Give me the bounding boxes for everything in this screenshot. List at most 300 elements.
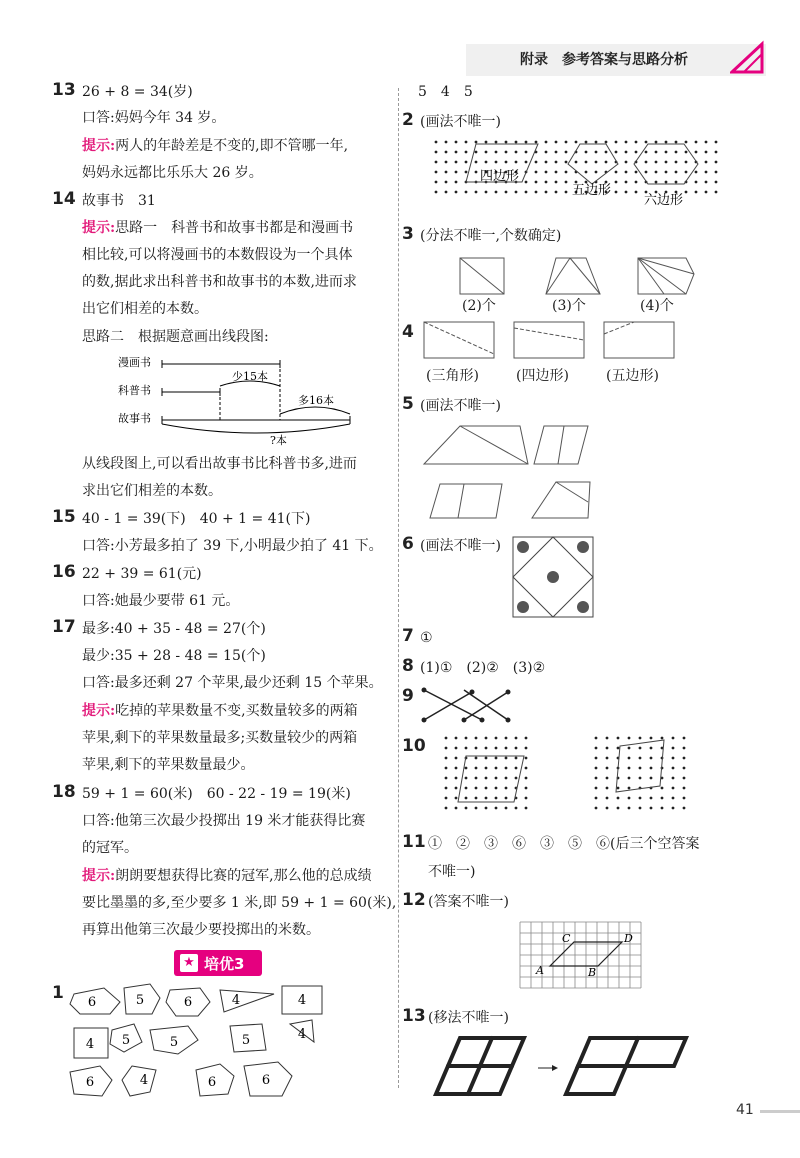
q2-note: (画法不唯一): [420, 114, 501, 130]
dot-grid-polygons: [430, 138, 720, 214]
grid-dot: [639, 807, 642, 810]
grid-dot: [639, 747, 642, 750]
grid-dot: [606, 747, 609, 750]
grid-dot: [625, 151, 628, 154]
grid-dot: [665, 161, 668, 164]
grid-dot: [655, 181, 658, 184]
q5-note: (画法不唯一): [420, 398, 501, 414]
q16-number: 16: [52, 562, 76, 582]
grid-dot: [515, 807, 518, 810]
grid-dot: [525, 737, 528, 740]
grid-dot: [475, 777, 478, 780]
grid-dot: [683, 797, 686, 800]
grid-dot: [585, 151, 588, 154]
grid-dot: [595, 797, 598, 800]
grid-dot: [715, 181, 718, 184]
grid-dot: [485, 141, 488, 144]
grid-dot: [525, 797, 528, 800]
grid-dot: [617, 807, 620, 810]
grid-dot: [475, 747, 478, 750]
grid-dot: [485, 757, 488, 760]
hint-text: 吃掉的苹果数量不变,买数量较多的两箱: [115, 703, 358, 719]
grid-dot: [475, 797, 478, 800]
grid-dot: [525, 181, 528, 184]
grid-dot: [617, 787, 620, 790]
grid-dot: [606, 797, 609, 800]
hint-text: 朗朗要想获得比赛的冠军,那么他的总成绩: [115, 868, 372, 884]
line-segment-diagram: [110, 350, 370, 450]
grid-dot: [672, 767, 675, 770]
grid-dot: [535, 181, 538, 184]
q13-right-number: 13: [402, 1006, 426, 1026]
grid-dot: [505, 787, 508, 790]
grid-dot: [475, 151, 478, 154]
grid-dot: [445, 181, 448, 184]
grid-dot: [555, 151, 558, 154]
grid-dot: [465, 191, 468, 194]
diagram-label-comic: 漫画书: [118, 356, 151, 369]
grid-dot: [615, 151, 618, 154]
skull-icon: [577, 541, 589, 553]
grid-dot: [455, 737, 458, 740]
grid-dot: [485, 767, 488, 770]
grid-dot: [565, 161, 568, 164]
grid-dot: [617, 747, 620, 750]
q18-answer-line2: 的冠军。: [82, 840, 138, 856]
grid-dot: [435, 191, 438, 194]
grid-dot: [515, 151, 518, 154]
grid-dot: [625, 161, 628, 164]
grid-dot: [445, 757, 448, 760]
q3-count-3: (4)个: [640, 298, 674, 314]
grid-dot: [555, 191, 558, 194]
right-top-numbers: 5 4 5: [418, 84, 473, 100]
grid-dot: [495, 807, 498, 810]
grid-dot: [485, 737, 488, 740]
grid-dot: [672, 757, 675, 760]
q15-answer: 口答:小芳最多拍了 39 下,小明最少拍了 41 下。: [82, 538, 383, 554]
grid-dot: [505, 191, 508, 194]
grid-dot: [435, 161, 438, 164]
grid-dot: [475, 161, 478, 164]
grid-dot: [650, 767, 653, 770]
grid-dot: [525, 161, 528, 164]
hint-text: 思路一 科普书和故事书都是和漫画书: [115, 220, 354, 236]
grid-dot: [695, 141, 698, 144]
diagram-label-story: 故事书: [118, 412, 151, 425]
grid-dot: [606, 787, 609, 790]
grid-dot: [445, 151, 448, 154]
quadrilateral-label: 四边形: [480, 169, 520, 184]
grid-dot: [595, 757, 598, 760]
shape-label: 6: [87, 995, 97, 1010]
grid-dot: [505, 747, 508, 750]
grid-dot: [585, 141, 588, 144]
grid-dot: [505, 737, 508, 740]
grid-dot: [465, 767, 468, 770]
grid-dot: [455, 787, 458, 790]
quadrilateral-divisions: [420, 420, 620, 524]
q13-number: 13: [52, 80, 76, 100]
grid-dot: [605, 141, 608, 144]
grid-dot: [565, 171, 568, 174]
grid-dot: [545, 161, 548, 164]
grid-dot: [495, 767, 498, 770]
grid-dot: [675, 171, 678, 174]
grid-dot: [635, 191, 638, 194]
q14-idea2: 思路二 根据题意画出线段图:: [82, 329, 269, 345]
grid-dot: [455, 151, 458, 154]
grid-dot: [495, 787, 498, 790]
diagram-more-label: 多16本: [298, 394, 334, 407]
dot-grid-quadrilaterals: [440, 734, 700, 818]
grid-dot: [455, 191, 458, 194]
grid-dot: [515, 141, 518, 144]
grid-dot: [672, 797, 675, 800]
grid-dot: [485, 787, 488, 790]
grid-dot: [715, 141, 718, 144]
grid-dot: [515, 747, 518, 750]
grid-dot: [445, 737, 448, 740]
q11-answers: ① ② ③ ⑥ ③ ⑤ ⑥(后三个空答案: [428, 836, 700, 852]
shape-label: 6: [261, 1073, 271, 1088]
grid-dot: [535, 141, 538, 144]
grid-dot: [650, 807, 653, 810]
grid-dot: [435, 181, 438, 184]
grid-dot: [515, 161, 518, 164]
grid-dot: [628, 767, 631, 770]
grid-dot: [485, 161, 488, 164]
grid-dot: [705, 161, 708, 164]
q4-label-3: (五边形): [606, 368, 659, 384]
grid-dot: [635, 171, 638, 174]
grid-dot: [595, 171, 598, 174]
grid-dot: [655, 141, 658, 144]
grid-dot: [575, 161, 578, 164]
grid-dot: [495, 797, 498, 800]
grid-dot: [683, 777, 686, 780]
grid-dot: [617, 737, 620, 740]
q3-count-1: (2)个: [462, 298, 496, 314]
q4-label-2: (四边形): [516, 368, 569, 384]
grid-parallelogram: [514, 920, 646, 992]
q12-note: (答案不唯一): [428, 894, 509, 910]
q8-answer: (1)① (2)② (3)②: [420, 660, 546, 676]
column-divider: [398, 88, 399, 1088]
hint-text: 两人的年龄差是不变的,即不管哪一年,: [115, 138, 349, 154]
grid-dot: [435, 141, 438, 144]
grid-dot: [485, 797, 488, 800]
grid-dot: [495, 191, 498, 194]
hexagon-label: 六边形: [644, 193, 684, 208]
grid-dot: [555, 181, 558, 184]
grid-dot: [635, 151, 638, 154]
q17-min: 最少:35 + 28 - 48 = 15(个): [82, 648, 266, 664]
grid-dot: [445, 191, 448, 194]
q3-number: 3: [402, 224, 414, 244]
grid-dot: [505, 151, 508, 154]
grid-dot: [625, 171, 628, 174]
grid-dot: [628, 797, 631, 800]
grid-dot: [525, 747, 528, 750]
grid-dot: [639, 757, 642, 760]
q13-hint: [82, 136, 348, 156]
q12-number: 12: [402, 890, 426, 910]
grid-dot: [615, 181, 618, 184]
grid-dot: [465, 797, 468, 800]
grid-dot: [565, 181, 568, 184]
grid-dot: [615, 171, 618, 174]
grid-dot: [475, 787, 478, 790]
grid-dot: [650, 797, 653, 800]
grid-dot: [625, 141, 628, 144]
grid-dot: [465, 737, 468, 740]
grid-dot: [545, 141, 548, 144]
grid-dot: [635, 181, 638, 184]
grid-dot: [645, 141, 648, 144]
grid-dot: [565, 191, 568, 194]
grid-dot: [683, 787, 686, 790]
grid-dot: [455, 777, 458, 780]
page-number-line: [760, 1110, 800, 1113]
grid-dot: [445, 171, 448, 174]
grid-dot: [545, 181, 548, 184]
grid-dot: [475, 737, 478, 740]
grid-dot: [650, 777, 653, 780]
grid-dot: [505, 161, 508, 164]
grid-dot: [672, 777, 675, 780]
grid-dot: [672, 747, 675, 750]
grid-dot: [505, 797, 508, 800]
grid-dot: [705, 151, 708, 154]
grid-dot: [515, 191, 518, 194]
q11-number: 11: [402, 832, 426, 852]
shape-label: 4: [139, 1073, 149, 1088]
ruler-logo-icon: [730, 40, 766, 76]
diagram-less-label: 少15本: [232, 370, 268, 383]
grid-dot: [465, 161, 468, 164]
grid-dot: [645, 171, 648, 174]
grid-dot: [455, 747, 458, 750]
q14-number: 14: [52, 189, 76, 209]
grid-dot: [535, 191, 538, 194]
point-a: A: [536, 964, 544, 977]
shape-label: 4: [231, 993, 241, 1008]
diagram-total-label: ?本: [270, 434, 287, 447]
grid-dot: [628, 757, 631, 760]
grid-dot: [645, 161, 648, 164]
grid-dot: [685, 141, 688, 144]
grid-dot: [435, 151, 438, 154]
q18-hint: [82, 866, 372, 886]
grid-dot: [705, 181, 708, 184]
q4-number: 4: [402, 322, 414, 342]
skull-icon: [517, 601, 529, 613]
grid-dot: [672, 737, 675, 740]
grid-dot: [585, 161, 588, 164]
grid-dot: [475, 807, 478, 810]
grid-dot: [445, 767, 448, 770]
q15-number: 15: [52, 507, 76, 527]
q2-number: 2: [402, 110, 414, 130]
grid-dot: [495, 161, 498, 164]
q16-equation: 22 + 39 = 61(元): [82, 566, 202, 582]
grid-dot: [465, 141, 468, 144]
grid-dot: [525, 191, 528, 194]
grid-dot: [545, 171, 548, 174]
skull-icon: [547, 571, 559, 583]
q3-note: (分法不唯一,个数确定): [420, 228, 562, 244]
grid-dot: [672, 787, 675, 790]
q5-number: 5: [402, 394, 414, 414]
grid-dot: [585, 171, 588, 174]
grid-dot: [625, 181, 628, 184]
grid-dot: [525, 787, 528, 790]
grid-dot: [675, 181, 678, 184]
grid-dot: [455, 767, 458, 770]
point-d: D: [624, 932, 633, 945]
q14-after-line1: 从线段图上,可以看出故事书比科普书多,进而: [82, 456, 357, 472]
grid-dot: [445, 161, 448, 164]
grid-dot: [639, 737, 642, 740]
grid-dot: [675, 151, 678, 154]
grid-dot: [695, 151, 698, 154]
grid-dot: [665, 171, 668, 174]
grid-dot: [465, 747, 468, 750]
grid-dot: [485, 191, 488, 194]
grid-dot: [617, 797, 620, 800]
grid-dot: [715, 171, 718, 174]
grid-dot: [505, 767, 508, 770]
grid-dot: [595, 767, 598, 770]
grid-dot: [595, 737, 598, 740]
crossing-lines: [420, 684, 520, 728]
grid-dot: [683, 767, 686, 770]
grid-dot: [525, 807, 528, 810]
q17-hint-line2: 苹果,剩下的苹果数量最多;买数量较少的两箱: [82, 730, 358, 746]
grid-dot: [445, 141, 448, 144]
grid-dot: [465, 151, 468, 154]
hint-label: 提示:: [82, 220, 116, 236]
grid-dot: [445, 797, 448, 800]
q16-answer: 口答:她最少要带 61 元。: [82, 593, 240, 609]
grid-dot: [661, 737, 664, 740]
grid-dot: [445, 747, 448, 750]
grid-dot: [465, 777, 468, 780]
grid-dot: [683, 737, 686, 740]
arrow-icon: [552, 1065, 558, 1071]
shape-label: 6: [85, 1075, 95, 1090]
section-title: 培优3: [204, 955, 245, 973]
shape-label: 6: [183, 995, 193, 1010]
grid-dot: [672, 807, 675, 810]
skull-icon: [517, 541, 529, 553]
grid-dot: [475, 171, 478, 174]
grid-dot: [455, 161, 458, 164]
grid-dot: [485, 777, 488, 780]
grid-dot: [661, 797, 664, 800]
grid-dot: [555, 161, 558, 164]
grid-dot: [595, 141, 598, 144]
grid-dot: [595, 777, 598, 780]
grid-dot: [535, 171, 538, 174]
q17-max: 最多:40 + 35 - 48 = 27(个): [82, 621, 266, 637]
grid-dot: [683, 757, 686, 760]
grid-dot: [495, 141, 498, 144]
grid-dot: [475, 767, 478, 770]
grid-dot: [655, 161, 658, 164]
matchstick-figure: [430, 1032, 700, 1100]
grid-dot: [545, 191, 548, 194]
grid-dot: [655, 151, 658, 154]
grid-dot: [525, 777, 528, 780]
grid-dot: [485, 807, 488, 810]
grid-dot: [685, 151, 688, 154]
q17-hint-line3: 苹果,剩下的苹果数量最少。: [82, 757, 255, 773]
grid-dot: [615, 141, 618, 144]
q18-number: 18: [52, 782, 76, 802]
grid-dot: [715, 191, 718, 194]
grid-dot: [628, 777, 631, 780]
q8-number: 8: [402, 656, 414, 676]
grid-dot: [628, 807, 631, 810]
q10-number: 10: [402, 736, 426, 756]
grid-dot: [465, 171, 468, 174]
grid-dot: [555, 171, 558, 174]
grid-dot: [565, 151, 568, 154]
grid-dot: [435, 171, 438, 174]
grid-dot: [628, 747, 631, 750]
q18-hint-line2: 要比墨墨的多,至少要多 1 米,即 59 + 1 = 60(米),: [82, 895, 397, 911]
grid-dot: [606, 757, 609, 760]
q18-answer: 口答:他第三次最少投掷出 19 米才能获得比赛: [82, 813, 366, 829]
grid-dot: [685, 161, 688, 164]
grid-dot: [645, 151, 648, 154]
q17-answer: 口答:最多还剩 27 个苹果,最少还剩 15 个苹果。: [82, 675, 383, 691]
grid-dot: [455, 171, 458, 174]
grid-dot: [695, 171, 698, 174]
grid-dot: [615, 191, 618, 194]
grid-dot: [515, 767, 518, 770]
q15-equation: 40 - 1 = 39(下) 40 + 1 = 41(下): [82, 511, 311, 527]
q7-number: 7: [402, 626, 414, 646]
shape-label: 5: [135, 993, 145, 1008]
grid-dot: [650, 737, 653, 740]
grid-dot: [495, 757, 498, 760]
grid-dot: [445, 787, 448, 790]
grid-dot: [495, 777, 498, 780]
hint-label: 提示:: [82, 138, 116, 154]
grid-dot: [595, 151, 598, 154]
grid-dot: [495, 747, 498, 750]
grid-dot: [455, 141, 458, 144]
grid-dot: [639, 797, 642, 800]
grid-dot: [465, 807, 468, 810]
q14-after-line2: 求出它们相差的本数。: [82, 483, 222, 499]
star-icon: ★: [180, 954, 198, 972]
shape-count-figure: [60, 980, 340, 1104]
q13-equation: 26 + 8 = 34(岁): [82, 84, 193, 100]
grid-dot: [595, 787, 598, 790]
grid-dot: [705, 191, 708, 194]
q14-hint-line2: 相比较,可以将漫画书的本数假设为一个具体: [82, 247, 353, 263]
grid-dot: [475, 757, 478, 760]
grid-dot: [606, 737, 609, 740]
q18-equation: 59 + 1 = 60(米) 60 - 22 - 19 = 19(米): [82, 786, 351, 802]
square-with-skulls: [510, 534, 596, 620]
q1-number: 1: [52, 983, 64, 1003]
q13-right-note: (移法不唯一): [428, 1010, 509, 1026]
